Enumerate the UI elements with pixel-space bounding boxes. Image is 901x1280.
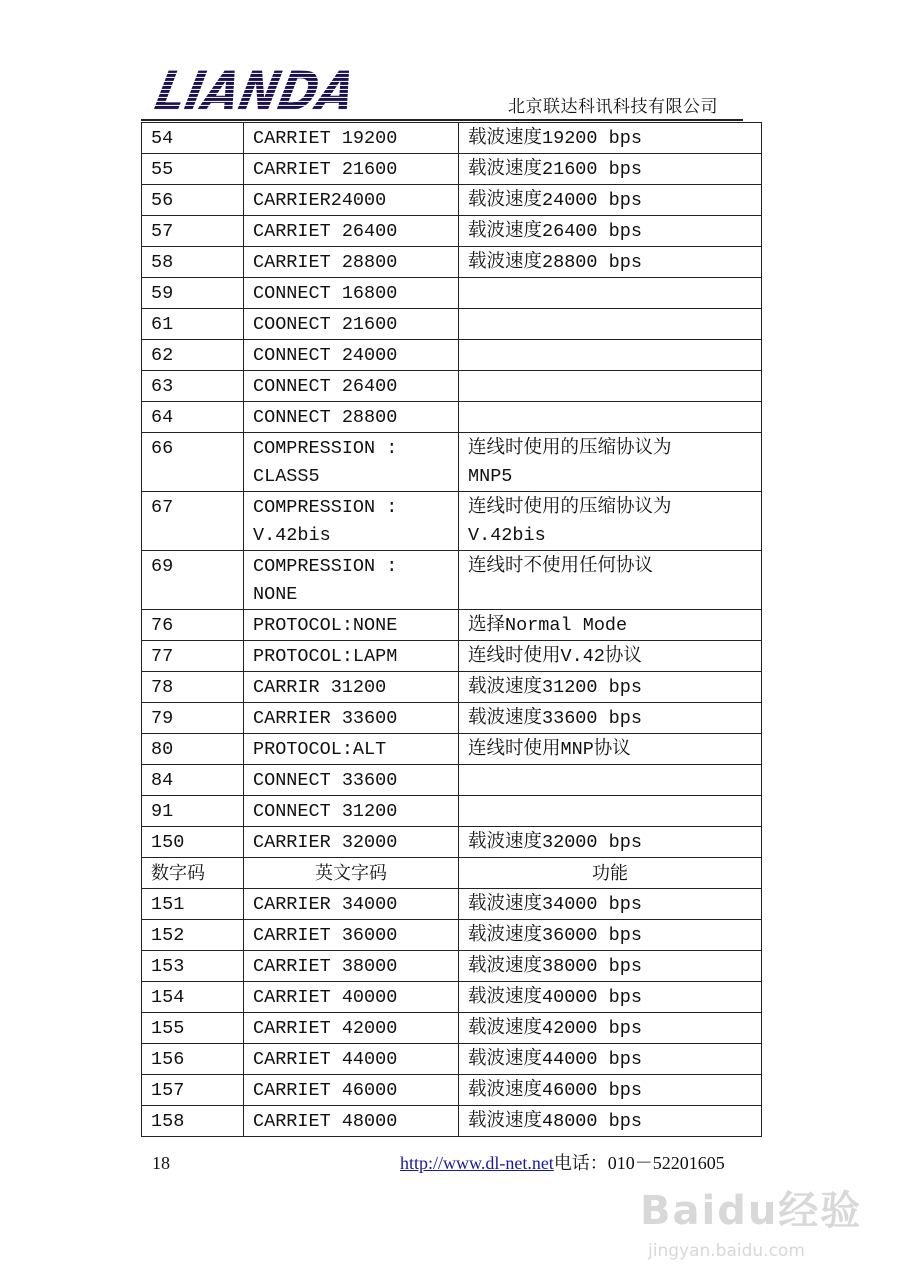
function-cell: 载波速度33600 bps — [459, 703, 762, 734]
function-cell: 载波速度21600 bps — [459, 154, 762, 185]
function-cell: 载波速度31200 bps — [459, 672, 762, 703]
table-row — [142, 703, 762, 734]
code-cell: 157 — [142, 1075, 244, 1106]
english-code-cell: PROTOCOL:NONE — [244, 610, 459, 641]
code-cell: 80 — [142, 734, 244, 765]
table-row — [142, 154, 762, 185]
code-cell: 66 — [142, 433, 244, 492]
phone-text: 电话：010－52201605 — [553, 1153, 725, 1173]
function-cell — [459, 340, 762, 371]
code-cell: 79 — [142, 703, 244, 734]
table-row — [142, 123, 762, 154]
code-cell: 158 — [142, 1106, 244, 1137]
watermark-brand: Baidu经验 — [640, 1188, 863, 1234]
table-row — [142, 920, 762, 951]
table-row — [142, 641, 762, 672]
code-cell: 84 — [142, 765, 244, 796]
table-row — [142, 340, 762, 371]
english-code-cell: CONNECT 16800 — [244, 278, 459, 309]
table-row — [142, 610, 762, 641]
function-cell — [459, 309, 762, 340]
table-row — [142, 433, 762, 492]
code-cell: 64 — [142, 402, 244, 433]
code-cell: 151 — [142, 889, 244, 920]
code-cell: 155 — [142, 1013, 244, 1044]
code-cell: 153 — [142, 951, 244, 982]
english-code-cell: CARRIET 21600 — [244, 154, 459, 185]
code-cell: 76 — [142, 610, 244, 641]
function-cell: 载波速度34000 bps — [459, 889, 762, 920]
code-cell: 57 — [142, 216, 244, 247]
function-cell: 连线时不使用任何协议 — [459, 551, 762, 610]
function-cell: 载波速度32000 bps — [459, 827, 762, 858]
english-code-cell: CARRIER 32000 — [244, 827, 459, 858]
code-cell: 156 — [142, 1044, 244, 1075]
watermark-site: jingyan.baidu.com — [648, 1241, 805, 1261]
code-cell: 56 — [142, 185, 244, 216]
function-cell — [459, 796, 762, 827]
english-code-cell: PROTOCOL:ALT — [244, 734, 459, 765]
english-code-cell: CARRIET 40000 — [244, 982, 459, 1013]
code-cell: 59 — [142, 278, 244, 309]
code-cell: 154 — [142, 982, 244, 1013]
function-cell: 载波速度24000 bps — [459, 185, 762, 216]
english-code-cell: CARRIET 26400 — [244, 216, 459, 247]
english-code-cell: CARRIER24000 — [244, 185, 459, 216]
english-code-cell: CARRIER 34000 — [244, 889, 459, 920]
page-number: 18 — [152, 1153, 170, 1173]
code-cell: 63 — [142, 371, 244, 402]
english-code-cell: COMPRESSION : CLASS5 — [244, 433, 459, 492]
code-cell: 91 — [142, 796, 244, 827]
lianda-logo — [148, 59, 392, 123]
header-rule — [141, 119, 743, 121]
function-cell: 载波速度46000 bps — [459, 1075, 762, 1106]
english-code-cell: CARRIER 33600 — [244, 703, 459, 734]
table-row — [142, 672, 762, 703]
english-code-cell: CARRIET 28800 — [244, 247, 459, 278]
english-code-cell: PROTOCOL:LAPM — [244, 641, 459, 672]
table-row — [142, 982, 762, 1013]
function-cell: 连线时使用的压缩协议为 V.42bis — [459, 492, 762, 551]
function-cell: 载波速度38000 bps — [459, 951, 762, 982]
english-code-cell: CARRIET 36000 — [244, 920, 459, 951]
english-code-cell: CARRIET 46000 — [244, 1075, 459, 1106]
code-cell: 61 — [142, 309, 244, 340]
table-row — [142, 951, 762, 982]
code-cell: 150 — [142, 827, 244, 858]
table-row — [142, 1044, 762, 1075]
code-cell: 69 — [142, 551, 244, 610]
function-cell: 载波速度19200 bps — [459, 123, 762, 154]
function-cell: 连线时使用MNP协议 — [459, 734, 762, 765]
english-code-cell: CONNECT 28800 — [244, 402, 459, 433]
function-cell: 载波速度26400 bps — [459, 216, 762, 247]
table-row — [142, 371, 762, 402]
function-cell: 载波速度28800 bps — [459, 247, 762, 278]
table-row — [142, 278, 762, 309]
table-row — [142, 309, 762, 340]
table-row — [142, 827, 762, 858]
english-code-cell: COMPRESSION : V.42bis — [244, 492, 459, 551]
website-link[interactable]: http://www.dl-net.net — [400, 1153, 554, 1173]
code-cell: 54 — [142, 123, 244, 154]
function-cell: 载波速度44000 bps — [459, 1044, 762, 1075]
code-cell: 55 — [142, 154, 244, 185]
english-code-cell: COONECT 21600 — [244, 309, 459, 340]
code-cell: 77 — [142, 641, 244, 672]
english-code-cell: CARRIET 44000 — [244, 1044, 459, 1075]
english-code-cell: CARRIET 19200 — [244, 123, 459, 154]
function-cell — [459, 765, 762, 796]
code-cell: 数字码 — [142, 858, 244, 889]
table-row — [142, 1075, 762, 1106]
function-cell: 载波速度40000 bps — [459, 982, 762, 1013]
code-cell: 58 — [142, 247, 244, 278]
table-row — [142, 765, 762, 796]
english-code-cell: CARRIR 31200 — [244, 672, 459, 703]
code-table — [141, 122, 762, 1137]
code-cell: 152 — [142, 920, 244, 951]
table-header-row — [142, 858, 762, 889]
english-code-cell: CONNECT 31200 — [244, 796, 459, 827]
table-row — [142, 796, 762, 827]
function-cell: 连线时使用的压缩协议为 MNP5 — [459, 433, 762, 492]
footer — [400, 1152, 725, 1174]
function-cell: 载波速度48000 bps — [459, 1106, 762, 1137]
table-row — [142, 402, 762, 433]
code-cell: 78 — [142, 672, 244, 703]
function-cell: 功能 — [459, 858, 762, 889]
table-row — [142, 216, 762, 247]
english-code-cell: CONNECT 26400 — [244, 371, 459, 402]
company-name: 北京联达科讯科技有限公司 — [508, 97, 718, 117]
function-cell: 连线时使用V.42协议 — [459, 641, 762, 672]
function-cell: 选择Normal Mode — [459, 610, 762, 641]
table-row — [142, 185, 762, 216]
english-code-cell: 英文字码 — [244, 858, 459, 889]
baidu-watermark — [640, 1188, 895, 1268]
table-row — [142, 1106, 762, 1137]
table-row — [142, 1013, 762, 1044]
function-cell: 载波速度36000 bps — [459, 920, 762, 951]
english-code-cell: COMPRESSION : NONE — [244, 551, 459, 610]
table-row — [142, 492, 762, 551]
code-cell: 67 — [142, 492, 244, 551]
function-cell: 载波速度42000 bps — [459, 1013, 762, 1044]
table-row — [142, 551, 762, 610]
english-code-cell: CONNECT 33600 — [244, 765, 459, 796]
code-cell: 62 — [142, 340, 244, 371]
english-code-cell: CARRIET 48000 — [244, 1106, 459, 1137]
table-row — [142, 734, 762, 765]
function-cell — [459, 371, 762, 402]
table-row — [142, 889, 762, 920]
english-code-cell: CARRIET 38000 — [244, 951, 459, 982]
function-cell — [459, 402, 762, 433]
function-cell — [459, 278, 762, 309]
english-code-cell: CARRIET 42000 — [244, 1013, 459, 1044]
english-code-cell: CONNECT 24000 — [244, 340, 459, 371]
svg-text:LIANDA: LIANDA — [149, 59, 392, 123]
table-row — [142, 247, 762, 278]
